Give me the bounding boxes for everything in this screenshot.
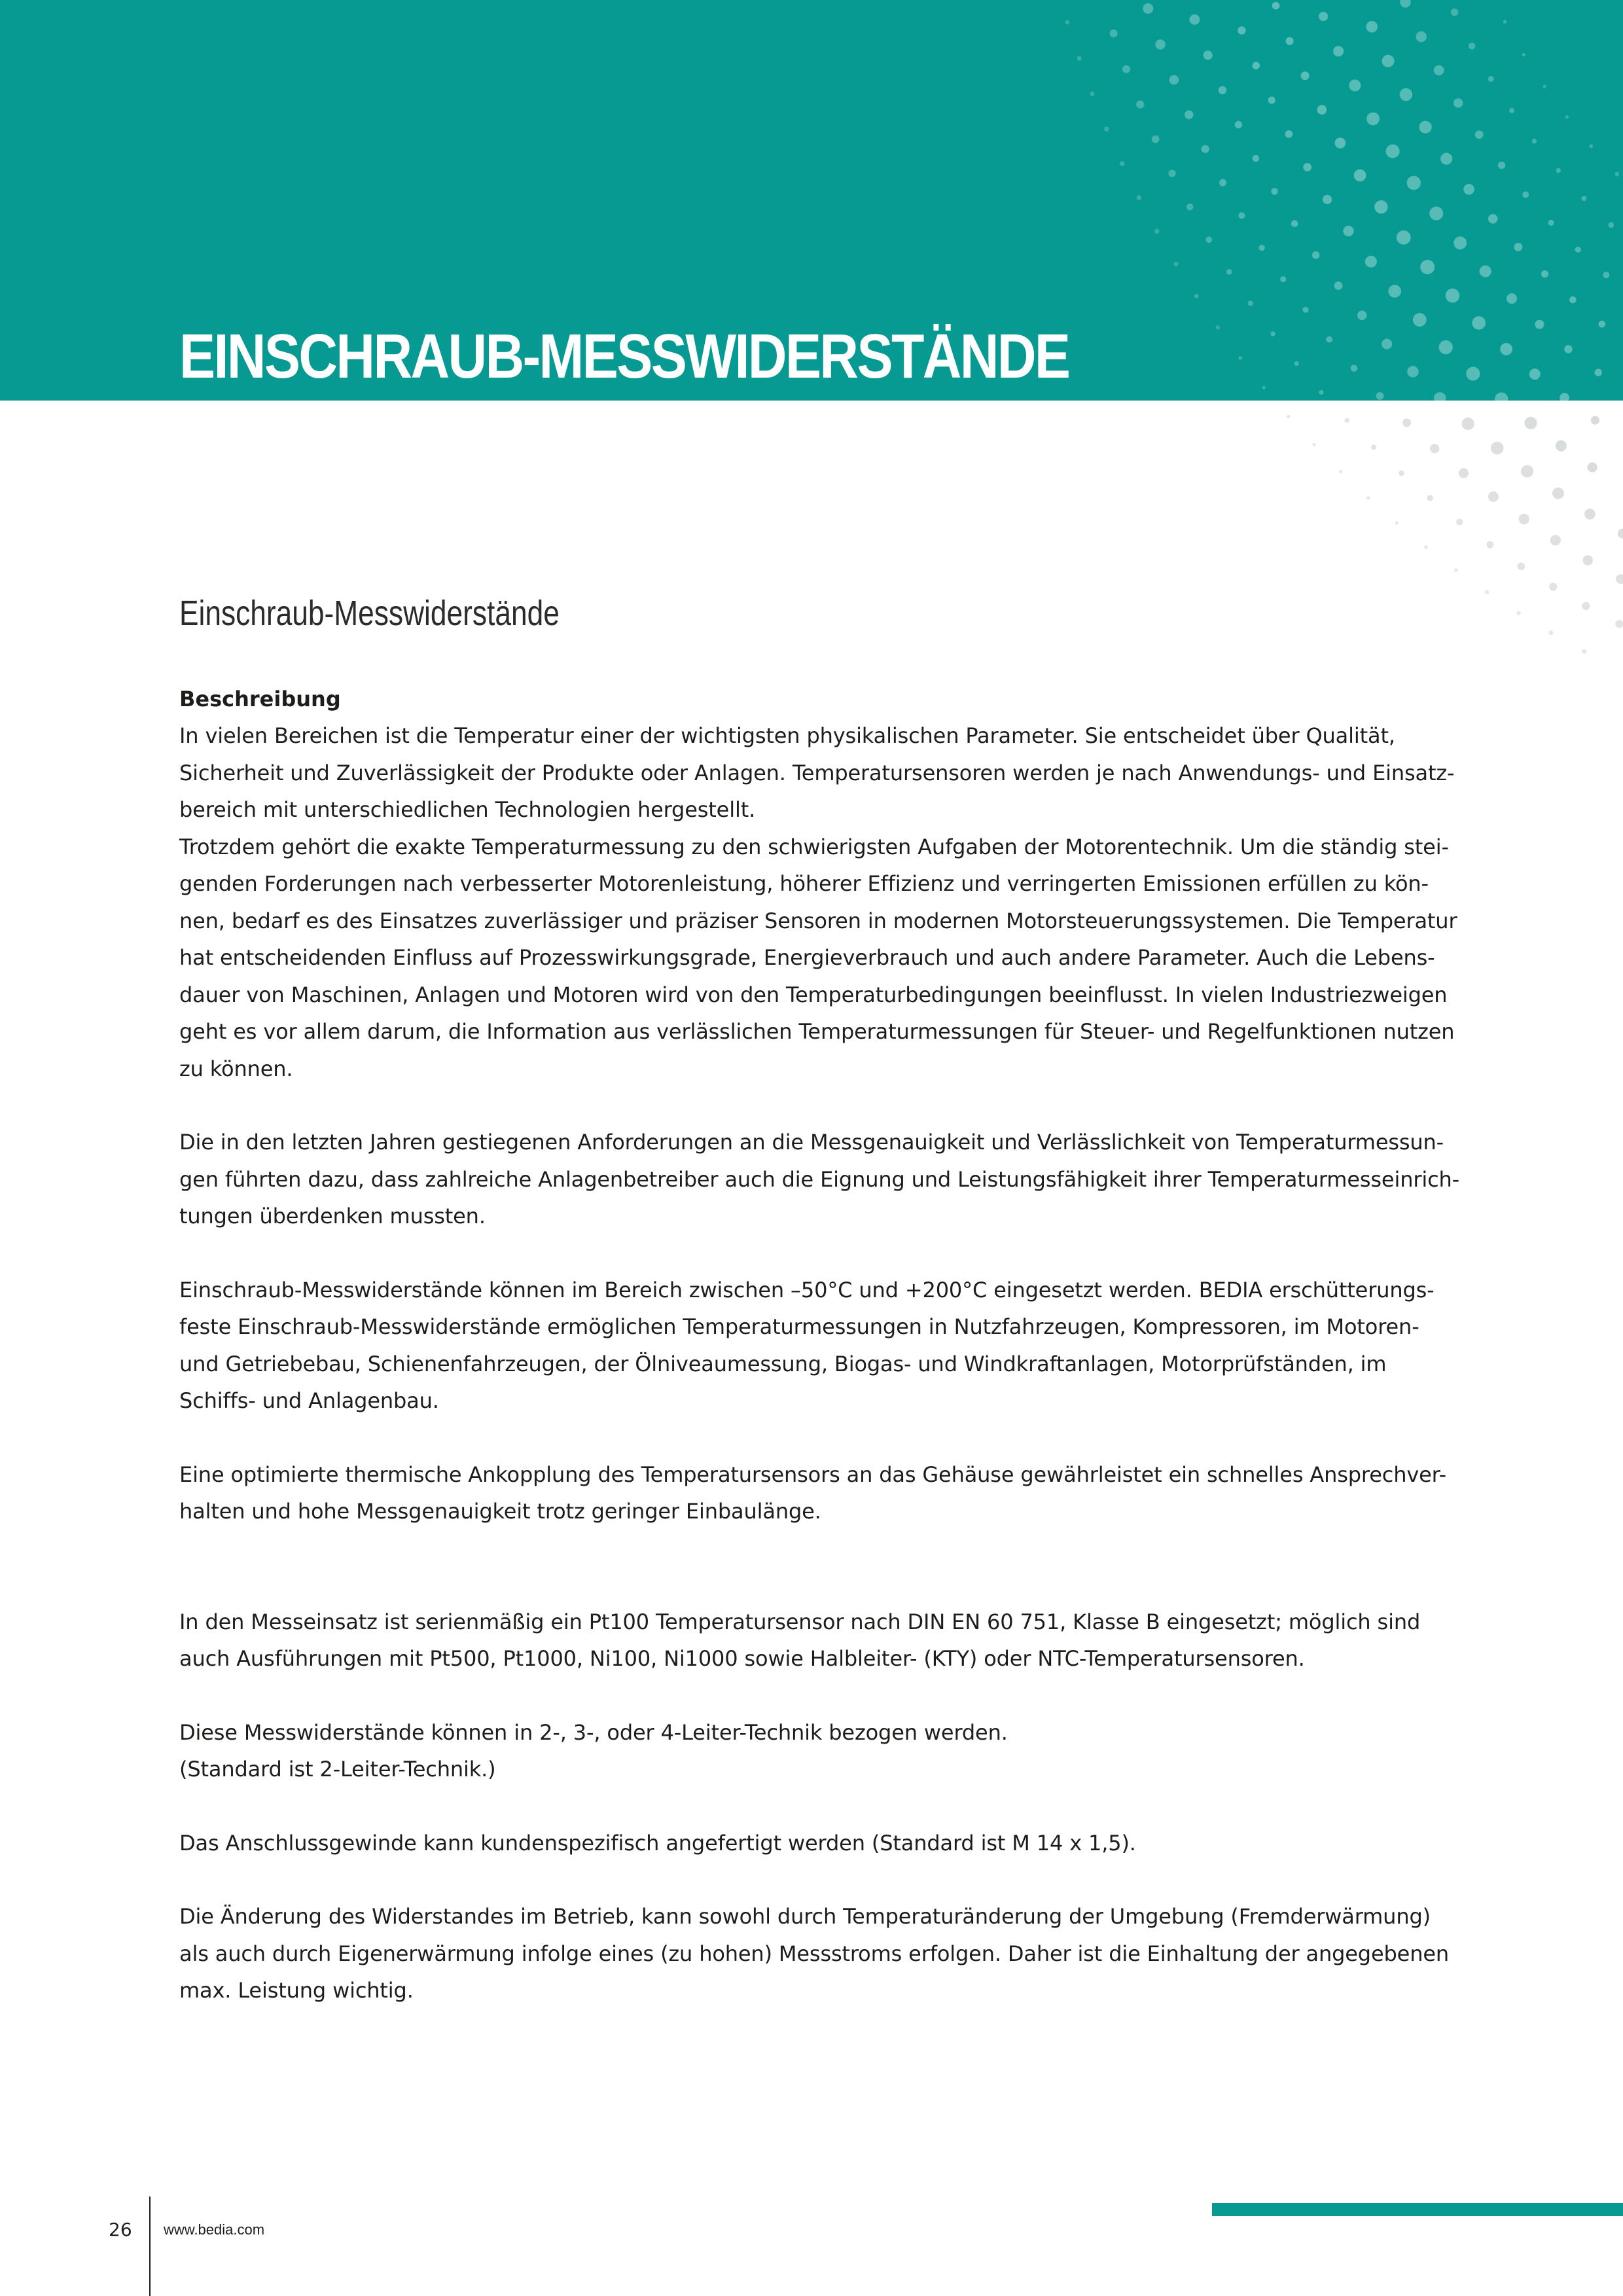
text-line: hat entscheidenden Einfluss auf Prozesswirkungsgrade, Energieverbrauch und auch andere Parameter. Auch die Lebens- [179,945,1435,970]
text-line: dauer von Maschinen, Anlagen und Motoren wird von den Temperaturbedingungen beeinflusst. In vielen Industriezweigen [179,982,1448,1007]
decorative-dot [1345,418,1349,423]
text-line: max. Leistung wichtig. [179,1978,414,2003]
decorative-dot [1287,415,1290,418]
decorative-dot [1371,444,1376,450]
text-line: In den Messeinsatz ist serienmäßig ein Pt100 Temperatursensor nach DIN EN 60 751, Klasse B eingesetzt; möglich sind [179,1609,1421,1634]
text-line: Schiffs- und Anlagenbau. [179,1388,439,1413]
decorative-dot [1454,568,1458,572]
decorative-dot [1584,509,1596,520]
decorative-dot [1366,496,1370,499]
decorative-dot [1519,514,1529,524]
decorative-dot [1427,495,1433,501]
text-line: Eine optimierte thermische Ankopplung des Temperatursensors an das Gehäuse gewährleistet ein schnelles Ansprechver- [179,1462,1447,1487]
decorative-dot [1395,521,1399,524]
section-subtitle: Einschraub-Messwiderstände [179,594,560,633]
paragraph-8 [179,1898,1462,2009]
decorative-dot [1312,443,1315,446]
text-line: Die in den letzten Jahren gestiegenen Anforderungen an die Messgenauigkeit und Verlässlichkeit von Temperaturmessun- [179,1130,1444,1155]
text-line: genden Forderungen nach verbesserter Motorenleistung, höherer Effizienz und verringerten Emissionen erfüllen zu kön- [179,871,1429,896]
decorative-dot [1588,463,1597,473]
decorative-dot [1582,602,1590,610]
website-url: www.bedia.com [164,2221,265,2238]
text-line: Das Anschlussgewinde kann kundenspezifisch angefertigt werden (Standard ist M 14 x 1,5). [179,1830,1136,1856]
text-line: als auch durch Eigenerwärmung infolge eines (zu hohen) Messstroms erfolgen. Daher ist die Einhaltung der angegebenen [179,1941,1450,1966]
page-number: 26 [109,2219,132,2240]
decorative-dot [1488,492,1499,502]
decorative-dot [1556,440,1567,452]
text-line: Einschraub-Messwiderstände können im Bereich zwischen –50°C und +200°C eingesetzt werden. BEDIA erschütterungs- [179,1277,1435,1302]
text-line: Die Änderung des Widerstandes im Betrieb, kann sowohl durch Temperaturänderung der Umgebung (Fremderwärmung) [179,1904,1431,1929]
text-line: Sicherheit und Zuverlässigkeit der Produkte oder Anlagen. Temperatursensoren werden je nach Anwendungs- und Einsatz- [179,760,1455,785]
text-line: feste Einschraub-Messwiderstände ermöglichen Temperaturmessungen in Nutzfahrzeugen, Kompressoren, im Motoren- [179,1314,1419,1339]
decorative-dot [1424,545,1428,549]
decorative-dot [1402,418,1411,427]
decorative-dot [1582,649,1586,654]
decorative-dot [1591,416,1599,425]
decorative-dot [1339,470,1342,473]
decorative-dot [1549,630,1554,635]
decorative-dot [1399,471,1404,476]
decorative-dot [1516,611,1521,615]
decorative-dot [1525,417,1537,429]
paragraph-1 [179,717,1462,1087]
paragraph-3 [179,1272,1462,1420]
text-line: halten und hohe Messgenauigkeit trotz geringer Einbaulänge. [179,1499,821,1524]
footer-accent-bar [1212,2203,1623,2216]
footer-divider [149,2197,151,2296]
decorative-dot [1485,590,1489,594]
page-title: EINSCHRAUB-MESSWIDERSTÄNDE [179,321,1069,391]
text-line: geht es vor allem darum, die Information aus verlässlichen Temperaturmessungen für Steuer- und Regelfunktionen nutzen [179,1019,1455,1044]
paragraph-2 [179,1124,1462,1235]
text-line: Diese Messwiderstände können in 2-, 3-, oder 4-Leiter-Technik bezogen werden. [179,1719,1008,1745]
text-line: tungen überdenken mussten. [179,1204,486,1229]
decorative-dot [1518,562,1525,570]
decorative-dot [1552,488,1564,499]
text-line: und Getriebebau, Schienenfahrzeugen, der Ölniveaumessung, Biogas- und Windkraftanlagen, Motorprüfständen, im [179,1351,1387,1376]
text-line: In vielen Bereichen ist die Temperatur einer der wichtigsten physikalischen Parameter. Sie entscheidet über Qualität, [179,723,1395,748]
text-line: auch Ausführungen mit Pt500, Pt1000, Ni100, Ni1000 sowie Halbleiter- (KTY) oder NTC-Temperatursensoren. [179,1646,1305,1671]
decorative-dot [1491,442,1503,454]
text-line: (Standard ist 2-Leiter-Technik.) [179,1757,496,1782]
text-line: nen, bedarf es des Einsatzes zuverlässiger und präziser Sensoren in modernen Motorsteuerungssystemen. Die Temperatur [179,908,1457,933]
text-line: bereich mit unterschiedlichen Technologien hergestellt. [179,797,756,822]
decorative-dot [1456,518,1463,525]
decorative-dot [1550,535,1561,545]
decorative-dot [1616,574,1623,584]
decorative-dot [1462,418,1474,430]
decorative-dot [1459,468,1469,478]
decorative-dot [1618,529,1623,539]
text-line: gen führten dazu, dass zahlreiche Anlagenbetreiber auch die Eignung und Leistungsfähigkeit ihrer Temperaturmesseinrich- [179,1166,1460,1192]
paragraph-4 [179,1456,1462,1530]
decorative-dot [1582,555,1593,565]
paragraph-5 [179,1604,1462,1677]
paragraph-7 [179,1825,1462,1862]
decorative-dot [1430,444,1439,453]
main-content [179,681,1462,2009]
decorative-dot [1549,583,1557,590]
decorative-dot [1486,541,1493,548]
text-line: zu können. [179,1056,293,1081]
decorative-dot [1615,620,1623,628]
decorative-dot [1521,465,1533,478]
paragraph-6 [179,1714,1462,1788]
description-label: Beschreibung [179,687,341,711]
text-line: Trotzdem gehört die exakte Temperaturmessung zu den schwierigsten Aufgaben der Motorentechnik. Um die ständig stei- [179,834,1449,859]
